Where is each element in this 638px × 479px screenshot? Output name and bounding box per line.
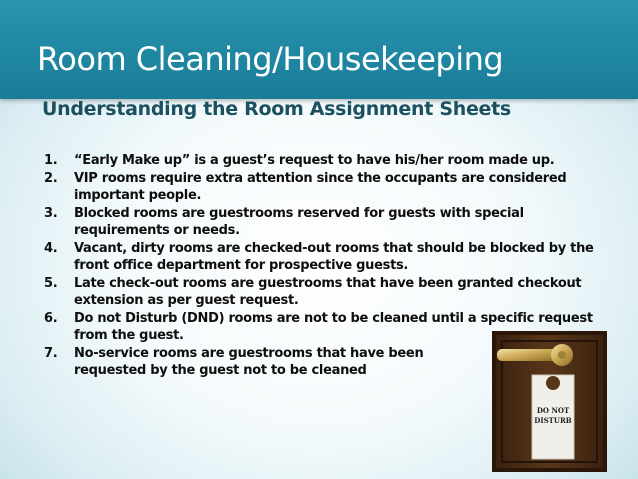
list-item (44, 152, 614, 170)
do-not-disturb-door-image (492, 331, 607, 472)
list-item-text: VIP rooms require extra attention since the occupants are considered important people. (74, 170, 567, 203)
slide-title: Room Cleaning/Housekeeping (37, 40, 504, 78)
list-item (44, 240, 614, 275)
door-handle (497, 349, 559, 361)
list-item-text: “Early Make up” is a guest’s request to have his/her room made up. (74, 153, 555, 168)
list-item-number: 6. (44, 310, 58, 326)
list-item-number: 2. (44, 170, 58, 186)
list-item-text: Vacant, dirty rooms are checked-out rooms that should be blocked by the front office department for prospective guests. (74, 240, 594, 273)
list-item-number: 5. (44, 275, 58, 291)
list-item-text: Late check-out rooms are guestrooms that have been granted checkout extension as per guest request. (74, 275, 582, 308)
svg-text:DISTURB: DISTURB (534, 416, 572, 425)
list-item-text: Blocked rooms are guestrooms reserved for guests with special requirements or needs. (74, 205, 524, 238)
list-item-text: Do not Disturb (DND) rooms are not to be cleaned until a specific request from the guest. (74, 310, 593, 343)
list-item-number: 7. (44, 345, 58, 361)
list-item-number: 4. (44, 240, 58, 256)
list-item (44, 170, 614, 205)
title-bar (0, 0, 638, 99)
list-item-number: 3. (44, 205, 58, 221)
slide-subtitle: Understanding the Room Assignment Sheets (42, 98, 511, 120)
list-item (44, 275, 614, 310)
list-item-text: No-service rooms are guestrooms that have been requested by the guest not to be cleaned (74, 345, 424, 378)
list-item-number: 1. (44, 153, 58, 168)
list-item (44, 205, 614, 240)
svg-text:DO NOT: DO NOT (536, 406, 570, 415)
